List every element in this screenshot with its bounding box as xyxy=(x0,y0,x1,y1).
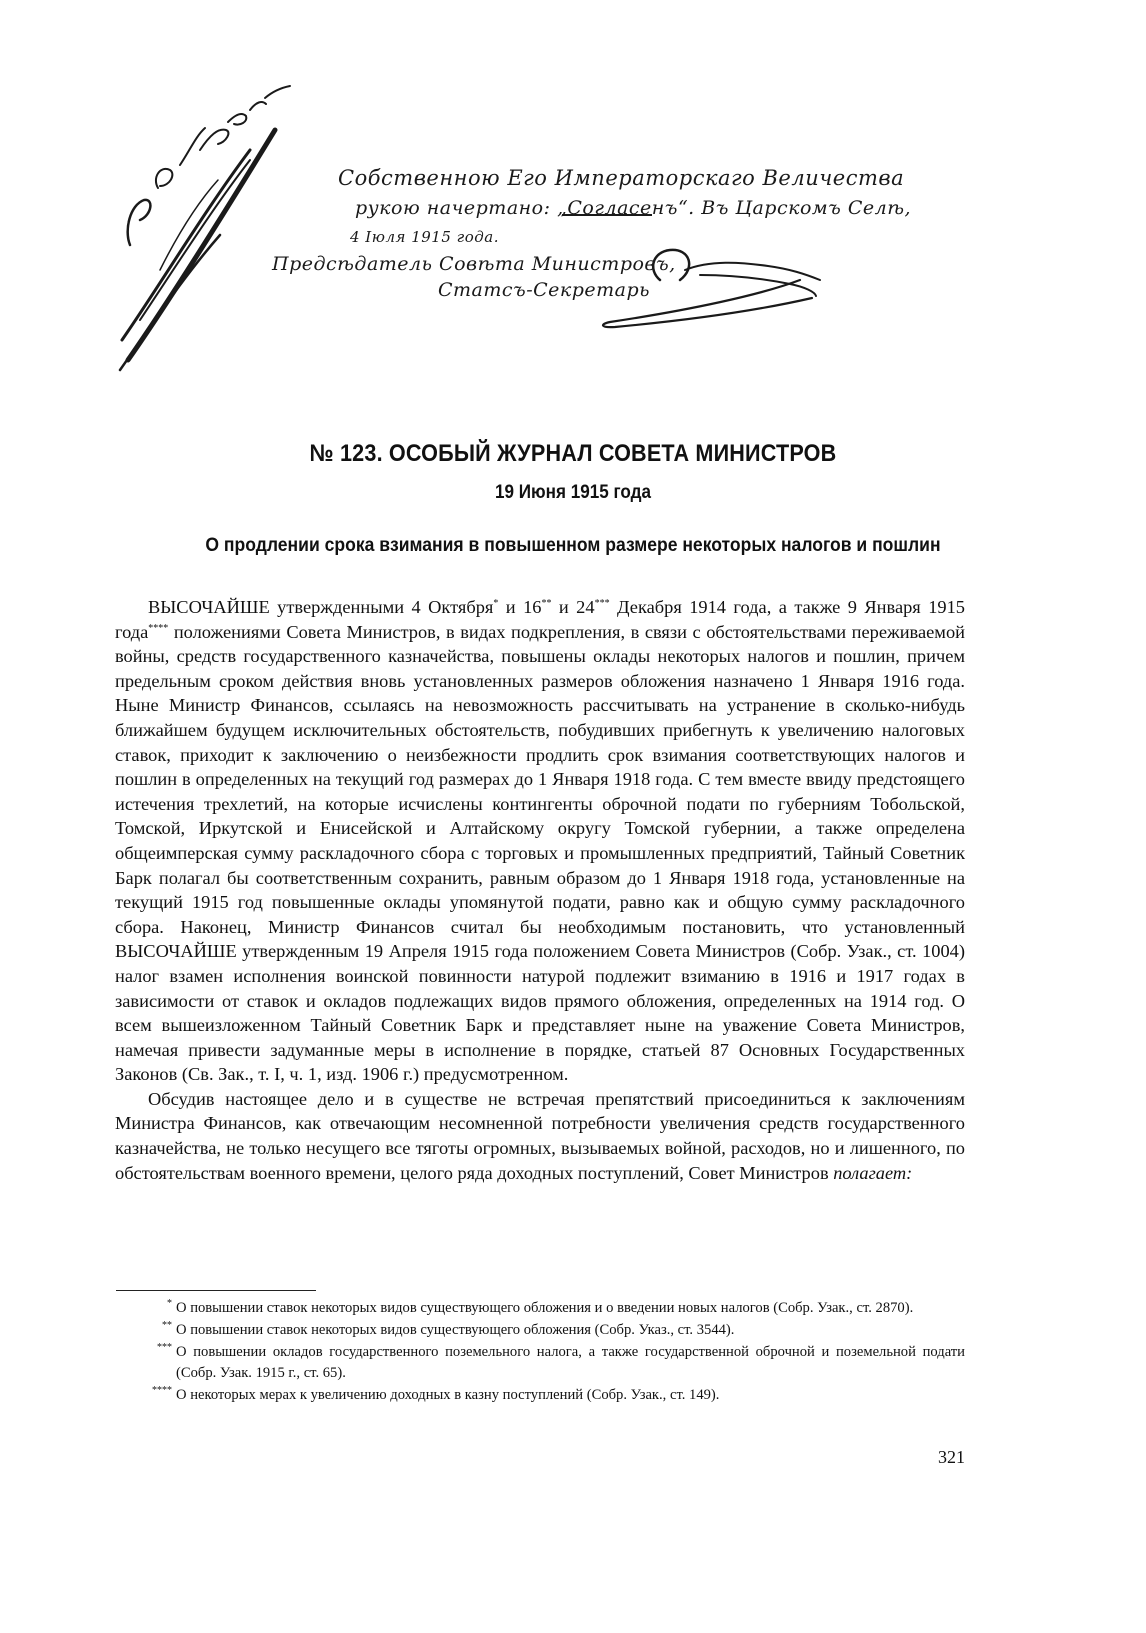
paragraph-2 xyxy=(115,1087,965,1185)
body-text xyxy=(115,595,965,1185)
footnote-ref-3[interactable]: *** xyxy=(594,598,610,609)
vertical-signature-scrawl xyxy=(120,86,290,370)
resolution-line-2: рукою начертано: „Согласенъ“. Въ Царскомъ Селѣ, xyxy=(355,197,912,219)
footnote-ref-2[interactable]: ** xyxy=(541,598,552,609)
p1-part-e: положениями Совета Министров, в видах подкрепления, в связи с обстоятельствами переживаемой войны, средств государственного казначейства, повышены оклады некоторых налогов и пошлин, причем предельным сроком действия вновь установленных размеров обложения назначено 1 Января 1916 года. Ныне Министр Финансов, ссылаясь на невозможность рассчитывать на устранение в сколько-нибудь ближайшем будущем исключительных обстоятельств, побудивших прибегнуть к увеличению налоговых ставок, приходит к заключению о неизбежности продлить срок взимания соответствующих налогов и пошлин в определенных на текущий год размерах до 1 Января 1918 года. С тем вместе ввиду предстоящего истечения трехлетий, на которые исчислены контингенты оброчной подати по губерниям Тобольской, Томской, Иркутской и Енисейской и Алтайскому округу Томской губернии, а также определена общеимперская сумму раскладочного сбора с торговых и промышленных предприятий, Тайный Советник Барк полагал бы соответственным сохранить, равным образом до 1 Января 1918 года, установленные на текущий 1915 год повышенные оклады упомянутой подати, равно как и общую сумму раскладочного сбора. Наконец, Министр Финансов считал бы необходимым постановить, что установленный ВЫСОЧАЙШЕ утвержденным 19 Апреля 1915 года положением Совета Министров (Собр. Узак., ст. 1004) налог взамен исполнения воинской повинности натурой подлежит взиманию в 1916 и 1917 годах в зависимости от ставок и окладов подлежащих видов прямого обложения, определенных на 1914 год. О всем вышеизложенном Тайный Советник Барк и представляет ныне на уважение Совета Министров, намечая привести задуманные меры в исполнение в порядке, статьей 87 Основных Государственных Законов (Св. Зак., т. I, ч. 1, изд. 1906 г.) предусмотренном. xyxy=(115,621,965,1085)
p1-part-b: и 16 xyxy=(498,597,542,617)
footnote-ref-4[interactable]: **** xyxy=(148,622,169,634)
resolution-line-4: Предсѣдатель Совѣта Министровъ, xyxy=(272,253,676,275)
resolution-line-3: 4 Іюля 1915 года. xyxy=(350,228,499,246)
document-subject: О продлении срока взимания в повышенном размере некоторых налогов и пошлин xyxy=(205,534,941,556)
footnote-3: *** О повышении окладов государственного поземельного налога, а также государственной оброчной и поземельной подати (Собр. Узак. 1915 г., ст. 65). xyxy=(157,1342,965,1381)
handwritten-resolution xyxy=(100,70,1000,400)
p1-part-c: и 24 xyxy=(551,597,595,617)
footnote-text: О некоторых мерах к увеличению доходных в казну поступлений (Собр. Узак., ст. 149). xyxy=(176,1387,720,1403)
footnote-4: **** О некоторых мерах к увеличению доходных в казну поступлений (Собр. Узак., ст. 149). xyxy=(152,1385,720,1403)
p1-part-a: ВЫСОЧАЙШЕ утвержденными 4 Октября xyxy=(148,597,494,617)
p2-resolution-word: полагает: xyxy=(833,1162,913,1183)
footnotes xyxy=(150,1298,965,1407)
footnote-2: ** О повышении ставок некоторых видов существующего обложения (Собр. Указ., ст. 3544). xyxy=(162,1320,735,1338)
resolution-line-5: Статсъ-Секретарь xyxy=(438,279,651,301)
paragraph-1 xyxy=(115,595,965,1087)
footnote-text: О повышении окладов государственного поземельного налога, а также государственной оброчной и поземельной подати (Собр. Узак. 1915 г., ст. 65). xyxy=(176,1344,965,1381)
footnote-text: О повышении ставок некоторых видов существующего обложения (Собр. Указ., ст. 3544). xyxy=(176,1322,735,1338)
footnote-1: * О повышении ставок некоторых видов существующего обложения и о введении новых налогов (Собр. Узак., ст. 2870). xyxy=(167,1298,914,1316)
handwritten-strokes xyxy=(100,70,1000,400)
p1-part-d: Декабря 1914 года, а также 9 Января 1915 года xyxy=(115,597,965,642)
footnote-divider xyxy=(116,1290,316,1291)
footnote-text: О повышении ставок некоторых видов существующего обложения и о введении новых налогов (Собр. Узак., ст. 2870). xyxy=(176,1300,914,1316)
p2-part-a: Обсудив настоящее дело и в существе не встречая препятствий присоединиться к заключениям Министра Финансов, как отвечающим несомненной потребности увеличения средств государственного казначейства, не только несущего все тяготы огромных, вызываемых войной, расходов, но и лишенного, по обстоятельствам военного времени, целого ряда доходных поступлений, Совет Министров xyxy=(115,1088,965,1183)
document-title: № 123. ОСОБЫЙ ЖУРНАЛ СОВЕТА МИНИСТРОВ xyxy=(309,440,837,467)
footnote-ref-1[interactable]: * xyxy=(493,598,499,609)
page-number: 321 xyxy=(938,1447,965,1467)
document-date: 19 Июня 1915 года xyxy=(494,482,652,503)
resolution-line-1: Собственною Его Императорскаго Величества xyxy=(338,166,905,190)
